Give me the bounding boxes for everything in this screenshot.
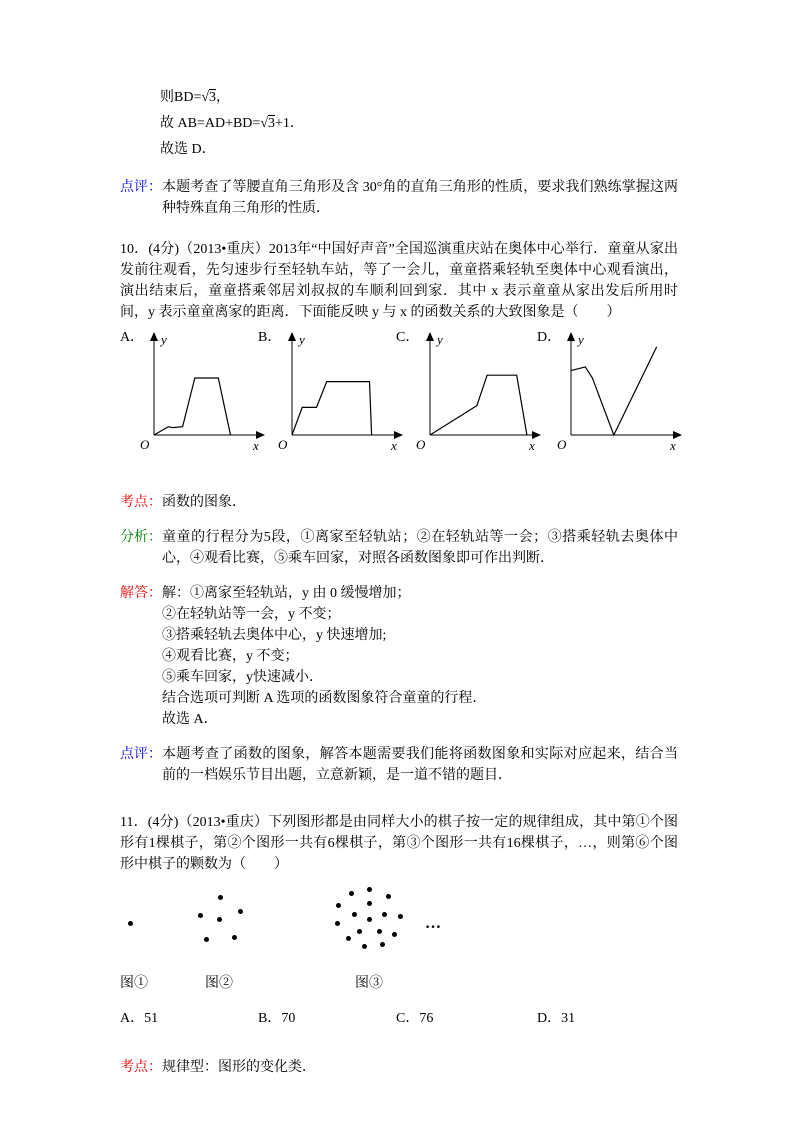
checker-dot: [204, 937, 209, 942]
jieda-line: 结合选项可判断 A 选项的函数图象符合童童的行程．: [162, 691, 487, 706]
svg-text:y: y: [299, 332, 305, 347]
jieda-line: ③搭乘轻轨去奥体中心，y 快速增加;: [162, 628, 387, 643]
dianping-label: 点评：: [120, 747, 162, 762]
figure-3-label: 图③: [355, 976, 383, 991]
solution-line-1: [160, 85, 678, 111]
checker-dot: [377, 929, 382, 934]
kaodian-text: 函数的图象．: [162, 495, 246, 510]
sqrt-radicand: 3: [209, 90, 217, 105]
jieda-line: 解：①离家至轻轨站，y 由 0 缓慢增加；: [162, 586, 411, 601]
checker-dot: [198, 913, 203, 918]
problem11-figures: [120, 887, 678, 969]
dianping-block-10: [120, 744, 678, 786]
svg-text:y: y: [161, 332, 167, 347]
sqrt-sign: √: [201, 90, 210, 105]
svg-text:x: x: [253, 438, 259, 453]
checker-dot: [217, 917, 222, 922]
fenxi-block-10: [120, 527, 678, 569]
graph-option-a: [120, 329, 272, 456]
kaodian-block-10: [120, 492, 678, 513]
figure-1-label: 图①: [120, 976, 148, 991]
checker-dot: [362, 944, 367, 949]
checker-dot: [335, 921, 340, 926]
option-a: A．51: [120, 1011, 159, 1026]
svg-text:x: x: [670, 438, 676, 453]
graph-label-a: A．: [120, 330, 145, 345]
problem11-stem: 11．(4分)（2013•重庆）下列图形都是由同样大小的棋子按一定的规律组成，其中第①个图形有1棵棋子，第②个图形一共有6棵棋子，第③个图形一共有16棵棋子，…，则第⑥个图形中棋子的颗数为（ ）: [120, 815, 678, 872]
dianping-text: 本题考查了等腰直角三角形及含 30°角的直角三角形的性质，要求我们熟练掌握这两种特殊直角三角形的性质．: [162, 180, 678, 216]
jieda-text: [162, 583, 678, 730]
jieda-block-10: [120, 583, 678, 730]
problem10-graphs: [120, 329, 678, 456]
formula-text: ，: [216, 90, 231, 105]
formula-text: 则BD=: [160, 90, 202, 105]
ellipsis-icon: …: [425, 915, 442, 932]
kaodian-label: 考点：: [120, 495, 162, 510]
graph-label-b: B．: [258, 330, 282, 345]
figure-2-label: 图②: [205, 976, 233, 991]
function-graph: [272, 329, 404, 456]
function-graph: [551, 329, 683, 456]
function-graph: [134, 329, 266, 456]
checker-dot: [380, 942, 385, 947]
graph-label-c: C．: [396, 330, 420, 345]
solution-line-2: [160, 111, 678, 137]
checker-dot: [336, 903, 341, 908]
checker-dot: [357, 929, 362, 934]
option-c: C．76: [396, 1011, 434, 1026]
dianping-label: 点评：: [120, 180, 162, 195]
figure-labels: [120, 973, 678, 994]
dianping-text: 本题考查了函数的图象，解答本题需要我们能将函数图象和实际对应起来，结合当前的一档娱乐节目出题，立意新颖，是一道不错的题目．: [162, 747, 678, 783]
checker-dot: [398, 914, 403, 919]
svg-text:x: x: [391, 438, 397, 453]
checker-dot: [352, 912, 357, 917]
checker-dot: [346, 936, 351, 941]
sqrt-radicand: 3: [268, 116, 275, 131]
graph-label-d: D．: [537, 330, 562, 345]
problem11-options: [120, 1008, 678, 1029]
jieda-line: ⑤乘车回家，y快速减小．: [162, 670, 323, 685]
svg-text:y: y: [578, 332, 584, 347]
checker-dot: [232, 935, 237, 940]
svg-text:x: x: [529, 438, 535, 453]
kaodian-text: 规律型：图形的变化类．: [162, 1060, 316, 1075]
checker-dot: [128, 921, 133, 926]
function-graph: [410, 329, 542, 456]
checker-dot: [349, 891, 354, 896]
checker-dot: [392, 932, 397, 937]
graph-option-d: [537, 329, 689, 456]
option-b: B．70: [258, 1011, 296, 1026]
formula-text: +1．: [275, 116, 304, 131]
fenxi-text: 童童的行程分为5段，①离家至轻轨站；②在轻轨站等一会；③搭乘轻轨去奥体中心，④观看比赛，⑤乘车回家，对照各函数图象即可作出判断．: [162, 530, 678, 566]
svg-text:O: O: [278, 437, 288, 452]
graph-option-c: [396, 329, 548, 456]
solution-line-3: 故选 D．: [160, 142, 216, 157]
option-d: D．31: [537, 1011, 576, 1026]
sqrt-sign: √: [260, 116, 268, 131]
checker-dot: [218, 895, 223, 900]
graph-option-b: [258, 329, 410, 456]
svg-text:O: O: [140, 437, 150, 452]
checker-dot: [367, 901, 372, 906]
checker-dot: [238, 909, 243, 914]
svg-text:y: y: [437, 332, 443, 347]
formula-text: 故 AB=AD+BD=: [160, 116, 261, 131]
checker-dot: [367, 887, 372, 892]
checker-dot: [367, 917, 372, 922]
checker-dot: [382, 912, 387, 917]
kaodian-block-11: [120, 1057, 678, 1078]
svg-text:O: O: [557, 437, 567, 452]
dianping-block-prev: [120, 177, 678, 219]
jieda-label: 解答：: [120, 586, 162, 601]
jieda-line: 故选 A．: [162, 712, 218, 727]
fenxi-label: 分析：: [120, 530, 162, 545]
kaodian-label: 考点：: [120, 1060, 162, 1075]
jieda-line: ②在轻轨站等一会，y 不变；: [162, 607, 341, 622]
checker-dot: [386, 894, 391, 899]
svg-text:O: O: [416, 437, 426, 452]
problem10-stem: 10．(4分)（2013•重庆）2013年“中国好声音”全国巡演重庆站在奥体中心举行．童童从家出发前往观看，先匀速步行至轻轨车站，等了一会儿，童童搭乘轻轨至奥体中心观看演出，演出结束后，童童搭乘邻居刘叔叔的车顺利回到家．其中 x 表示童童从家出发后所用时间，y 表示童童离家的距离．下面能反映 y 与 x 的函数关系的大致图象是（ ）: [120, 242, 678, 320]
jieda-line: ④观看比赛，y 不变；: [162, 649, 299, 664]
